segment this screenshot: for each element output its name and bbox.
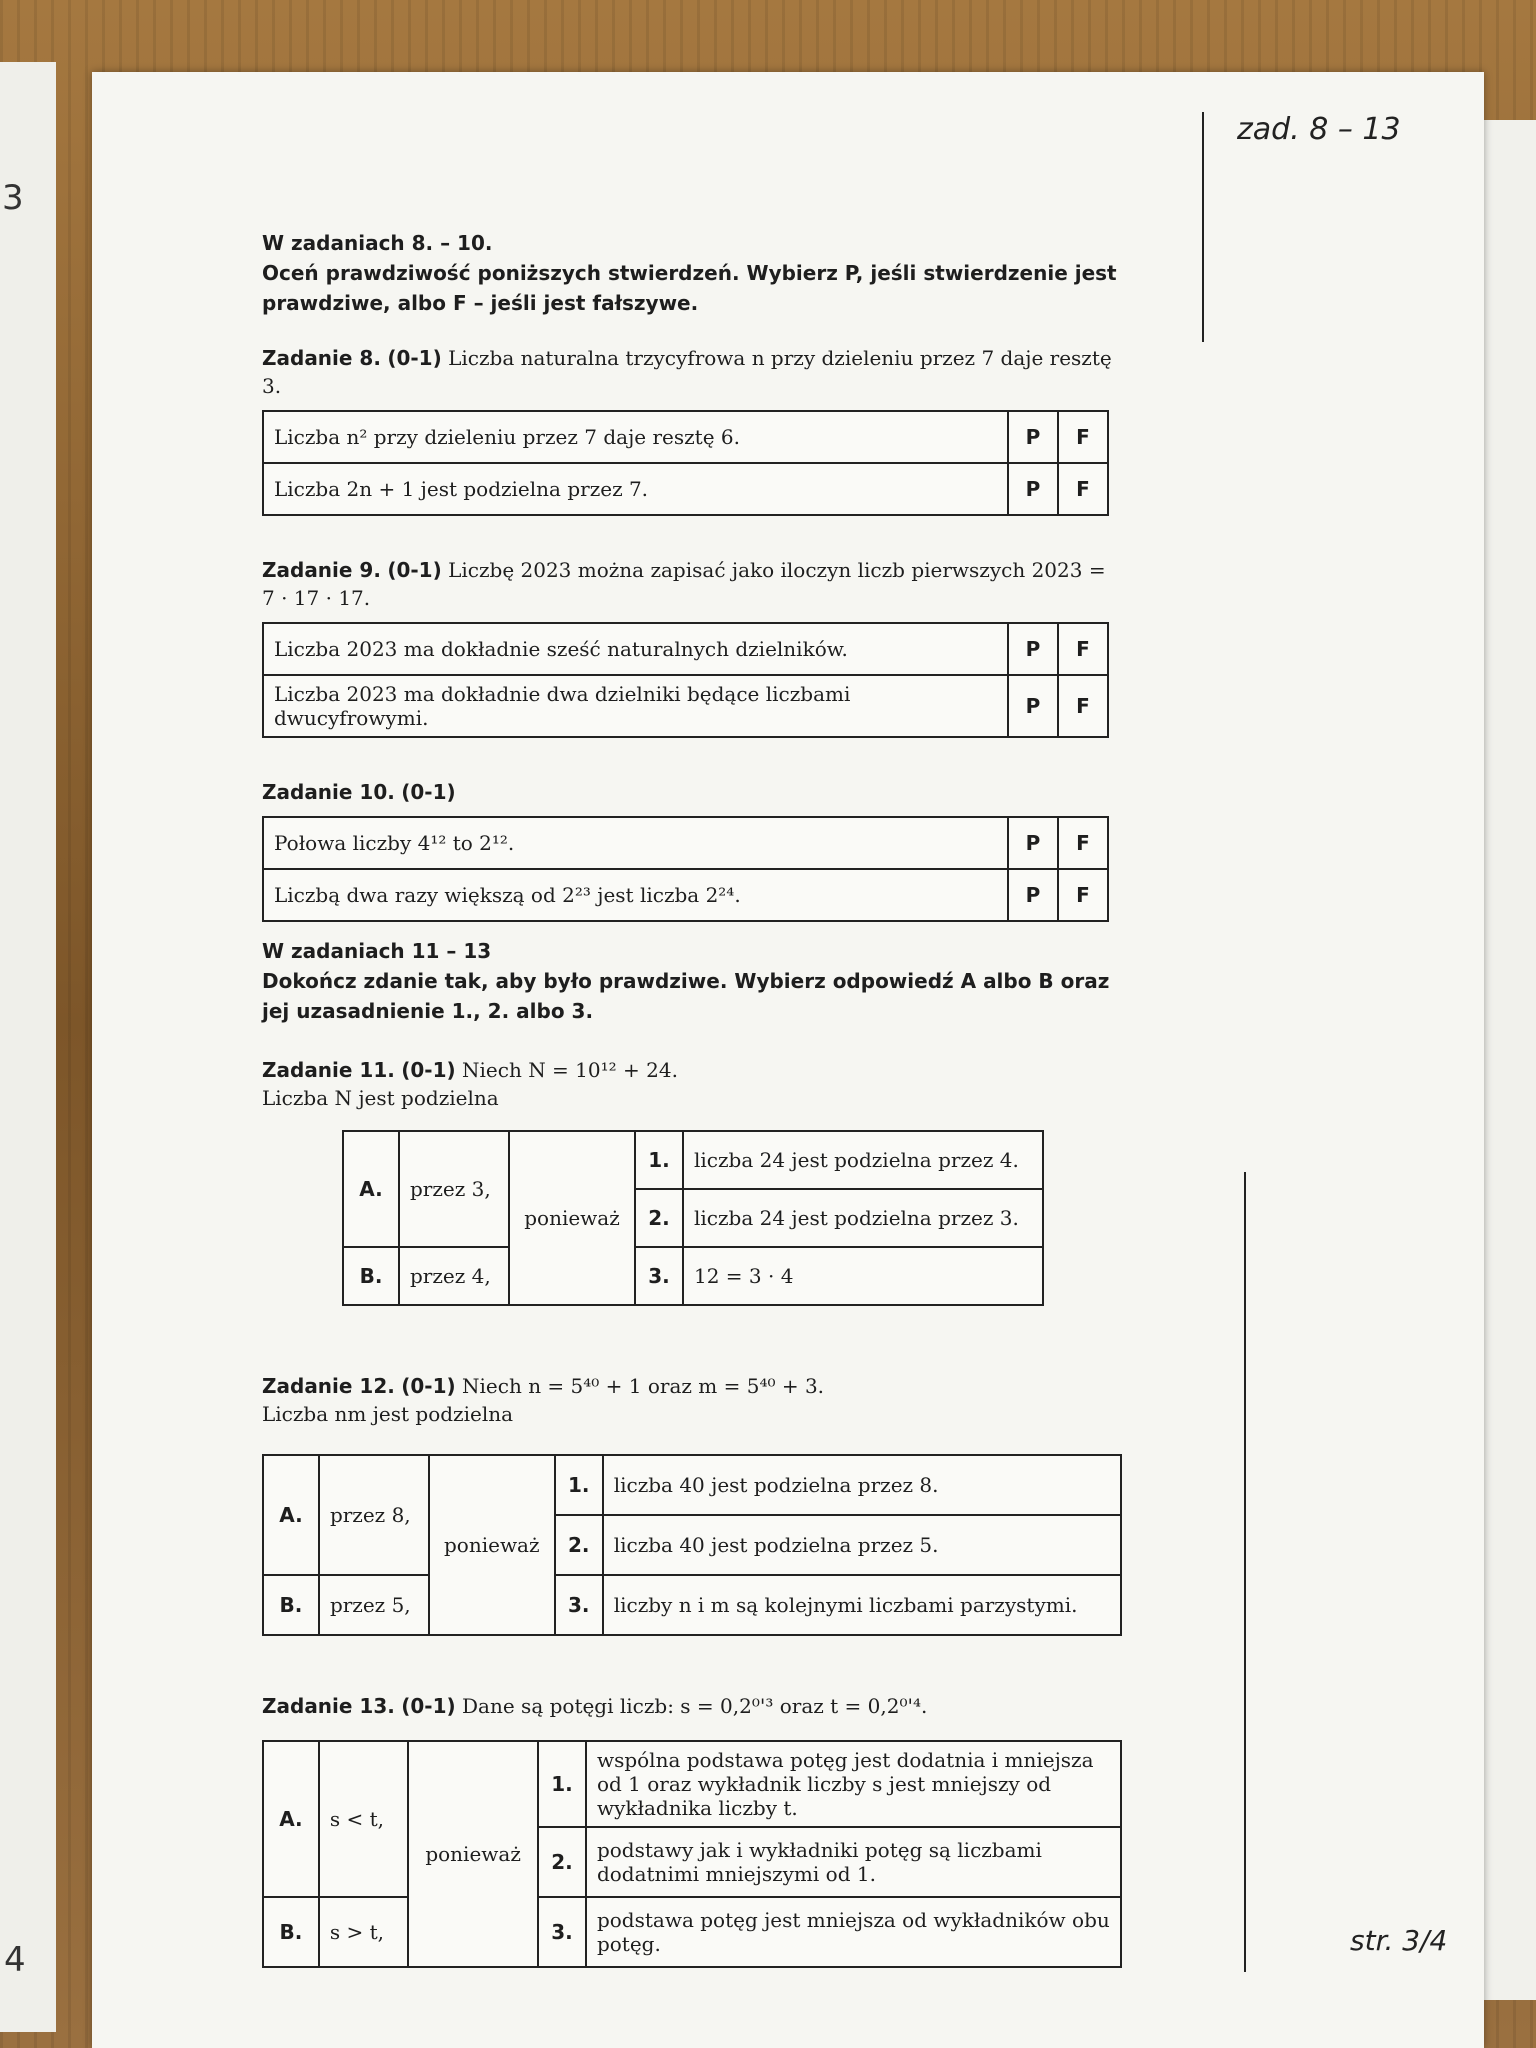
true-false-tasks xyxy=(262,344,1122,922)
statement-table xyxy=(262,410,1109,516)
reason-text: liczba 24 jest podzielna przez 3. xyxy=(683,1189,1043,1247)
reason-text: wspólna podstawa potęg jest dodatnia i mniejsza od 1 oraz wykładnik liczby s jest mniejszy od wykładnika liczby t. xyxy=(586,1741,1121,1827)
task-block xyxy=(262,1056,1122,1306)
answer-true-box[interactable]: P xyxy=(1008,675,1058,737)
option-a-text: s < t, xyxy=(319,1741,408,1897)
section-instruction: Dokończ zdanie tak, aby było prawdziwe. Wybierz odpowiedź A albo B oraz jej uzasadnienie 1., 2. albo 3. xyxy=(262,969,1110,1023)
choice-table xyxy=(342,1130,1044,1306)
choice-row xyxy=(343,1131,1043,1189)
left-margin-mark-top: 3 xyxy=(2,178,24,218)
task-label: Zadanie 9. xyxy=(262,558,381,582)
handwritten-page-number: str. 3/4 xyxy=(1350,1924,1448,1957)
reason-number[interactable]: 2. xyxy=(538,1827,586,1897)
task-label: Zadanie 11. xyxy=(262,1058,395,1082)
task-points: (0-1) xyxy=(401,1694,456,1718)
answer-false-box[interactable]: F xyxy=(1058,463,1108,515)
statement-row xyxy=(263,817,1108,869)
because-cell: ponieważ xyxy=(509,1131,635,1305)
statement-text: Liczbą dwa razy większą od 2²³ jest liczba 2²⁴. xyxy=(263,869,1008,921)
answer-false-box[interactable]: F xyxy=(1058,675,1108,737)
section-instruction: Oceń prawdziwość poniższych stwierdzeń. Wybierz P, jeśli stwierdzenie jest prawdziwe, albo F – jeśli jest fałszywe. xyxy=(262,261,1117,315)
choice-table xyxy=(262,1740,1122,1968)
task-text: Niech N = 10¹² + 24. xyxy=(462,1058,678,1082)
choice-row xyxy=(343,1247,1043,1305)
choice-row xyxy=(263,1575,1121,1635)
reason-text: liczba 24 jest podzielna przez 4. xyxy=(683,1131,1043,1189)
answer-false-box[interactable]: F xyxy=(1058,869,1108,921)
task-text: Dane są potęgi liczb: s = 0,2⁰'³ oraz t = 0,2⁰'⁴. xyxy=(462,1694,928,1718)
task-points: (0-1) xyxy=(401,780,456,804)
task-block xyxy=(262,1372,1122,1636)
reason-number[interactable]: 2. xyxy=(635,1189,683,1247)
task-heading xyxy=(262,556,1122,612)
reason-number[interactable]: 1. xyxy=(635,1131,683,1189)
statement-row xyxy=(263,623,1108,675)
answer-false-box[interactable]: F xyxy=(1058,623,1108,675)
task-text: Niech n = 5⁴⁰ + 1 oraz m = 5⁴⁰ + 3. xyxy=(462,1374,825,1398)
statement-table xyxy=(262,816,1109,922)
section-instructions-8-10 xyxy=(262,228,1122,318)
because-cell: ponieważ xyxy=(429,1455,555,1635)
statement-table xyxy=(262,622,1109,738)
answer-true-box[interactable]: P xyxy=(1008,869,1058,921)
reason-text: liczba 40 jest podzielna przez 8. xyxy=(603,1455,1121,1515)
because-cell: ponieważ xyxy=(408,1741,538,1967)
reason-number[interactable]: 3. xyxy=(538,1897,586,1967)
choice-table xyxy=(262,1454,1122,1636)
choice-tasks xyxy=(262,1056,1122,1968)
option-a-text: przez 3, xyxy=(399,1131,509,1247)
task-points: (0-1) xyxy=(401,1058,456,1082)
exam-page xyxy=(92,72,1484,2048)
option-a-label[interactable]: A. xyxy=(343,1131,399,1247)
reason-number[interactable]: 3. xyxy=(635,1247,683,1305)
task-points: (0-1) xyxy=(401,1374,456,1398)
choice-row xyxy=(263,1741,1121,1827)
task-block xyxy=(262,778,1122,922)
task-label: Zadanie 12. xyxy=(262,1374,395,1398)
task-block xyxy=(262,556,1122,738)
task-heading xyxy=(262,778,1122,806)
answer-true-box[interactable]: P xyxy=(1008,817,1058,869)
reason-number[interactable]: 1. xyxy=(538,1741,586,1827)
left-margin-mark-bottom: 4 xyxy=(4,1940,26,1980)
answer-false-box[interactable]: F xyxy=(1058,411,1108,463)
reason-text: podstawa potęg jest mniejsza od wykładników obu potęg. xyxy=(586,1897,1121,1967)
reason-number[interactable]: 2. xyxy=(555,1515,603,1575)
statement-text: Liczba n² przy dzieleniu przez 7 daje resztę 6. xyxy=(263,411,1008,463)
option-b-label[interactable]: B. xyxy=(343,1247,399,1305)
task-heading xyxy=(262,1056,1122,1084)
task-points: (0-1) xyxy=(387,346,442,370)
option-a-label[interactable]: A. xyxy=(263,1455,319,1575)
task-text: Liczba naturalna trzycyfrowa n przy dzieleniu przez 7 daje resztę 3. xyxy=(262,346,1112,398)
reason-text: liczby n i m są kolejnymi liczbami parzystymi. xyxy=(603,1575,1121,1635)
margin-line-top xyxy=(1202,112,1204,342)
section-title: W zadaniach 8. – 10. xyxy=(262,231,493,255)
choice-row xyxy=(263,1897,1121,1967)
task-label: Zadanie 13. xyxy=(262,1694,395,1718)
reason-text: liczba 40 jest podzielna przez 5. xyxy=(603,1515,1121,1575)
statement-row xyxy=(263,463,1108,515)
answer-true-box[interactable]: P xyxy=(1008,411,1058,463)
reason-text: podstawy jak i wykładniki potęg są liczbami dodatnimi mniejszymi od 1. xyxy=(586,1827,1121,1897)
task-label: Zadanie 10. xyxy=(262,780,395,804)
statement-row xyxy=(263,869,1108,921)
task-heading xyxy=(262,344,1122,400)
task-subtext: Liczba N jest podzielna xyxy=(262,1086,499,1110)
statement-row xyxy=(263,411,1108,463)
answer-true-box[interactable]: P xyxy=(1008,463,1058,515)
option-b-text: s > t, xyxy=(319,1897,408,1967)
statement-text: Połowa liczby 4¹² to 2¹². xyxy=(263,817,1008,869)
option-a-label[interactable]: A. xyxy=(263,1741,319,1897)
statement-text: Liczba 2n + 1 jest podzielna przez 7. xyxy=(263,463,1008,515)
option-b-label[interactable]: B. xyxy=(263,1897,319,1967)
option-b-text: przez 4, xyxy=(399,1247,509,1305)
reason-number[interactable]: 3. xyxy=(555,1575,603,1635)
reason-text: 12 = 3 · 4 xyxy=(683,1247,1043,1305)
answer-true-box[interactable]: P xyxy=(1008,623,1058,675)
task-subtext: Liczba nm jest podzielna xyxy=(262,1402,514,1426)
task-text: Liczbę 2023 można zapisać jako iloczyn liczb pierwszych 2023 = 7 · 17 · 17. xyxy=(262,558,1106,610)
handwritten-task-range: zad. 8 – 13 xyxy=(1237,112,1401,147)
section-instructions-11-13 xyxy=(262,936,1122,1026)
answer-false-box[interactable]: F xyxy=(1058,817,1108,869)
margin-line-bottom xyxy=(1244,1172,1246,1972)
statement-text: Liczba 2023 ma dokładnie sześć naturalnych dzielników. xyxy=(263,623,1008,675)
task-points: (0-1) xyxy=(387,558,442,582)
task-heading xyxy=(262,1372,1122,1400)
statement-text: Liczba 2023 ma dokładnie dwa dzielniki będące liczbami dwucyfrowymi. xyxy=(263,675,1008,737)
statement-row xyxy=(263,675,1108,737)
task-block xyxy=(262,1692,1122,1968)
task-heading xyxy=(262,1692,1122,1720)
reason-number[interactable]: 1. xyxy=(555,1455,603,1515)
option-b-label[interactable]: B. xyxy=(263,1575,319,1635)
choice-row xyxy=(263,1455,1121,1515)
task-label: Zadanie 8. xyxy=(262,346,381,370)
page-content xyxy=(262,152,1122,1968)
task-block xyxy=(262,344,1122,516)
left-adjacent-sheet xyxy=(0,62,56,2032)
option-b-text: przez 5, xyxy=(319,1575,429,1635)
section-title: W zadaniach 11 – 13 xyxy=(262,939,492,963)
option-a-text: przez 8, xyxy=(319,1455,429,1575)
